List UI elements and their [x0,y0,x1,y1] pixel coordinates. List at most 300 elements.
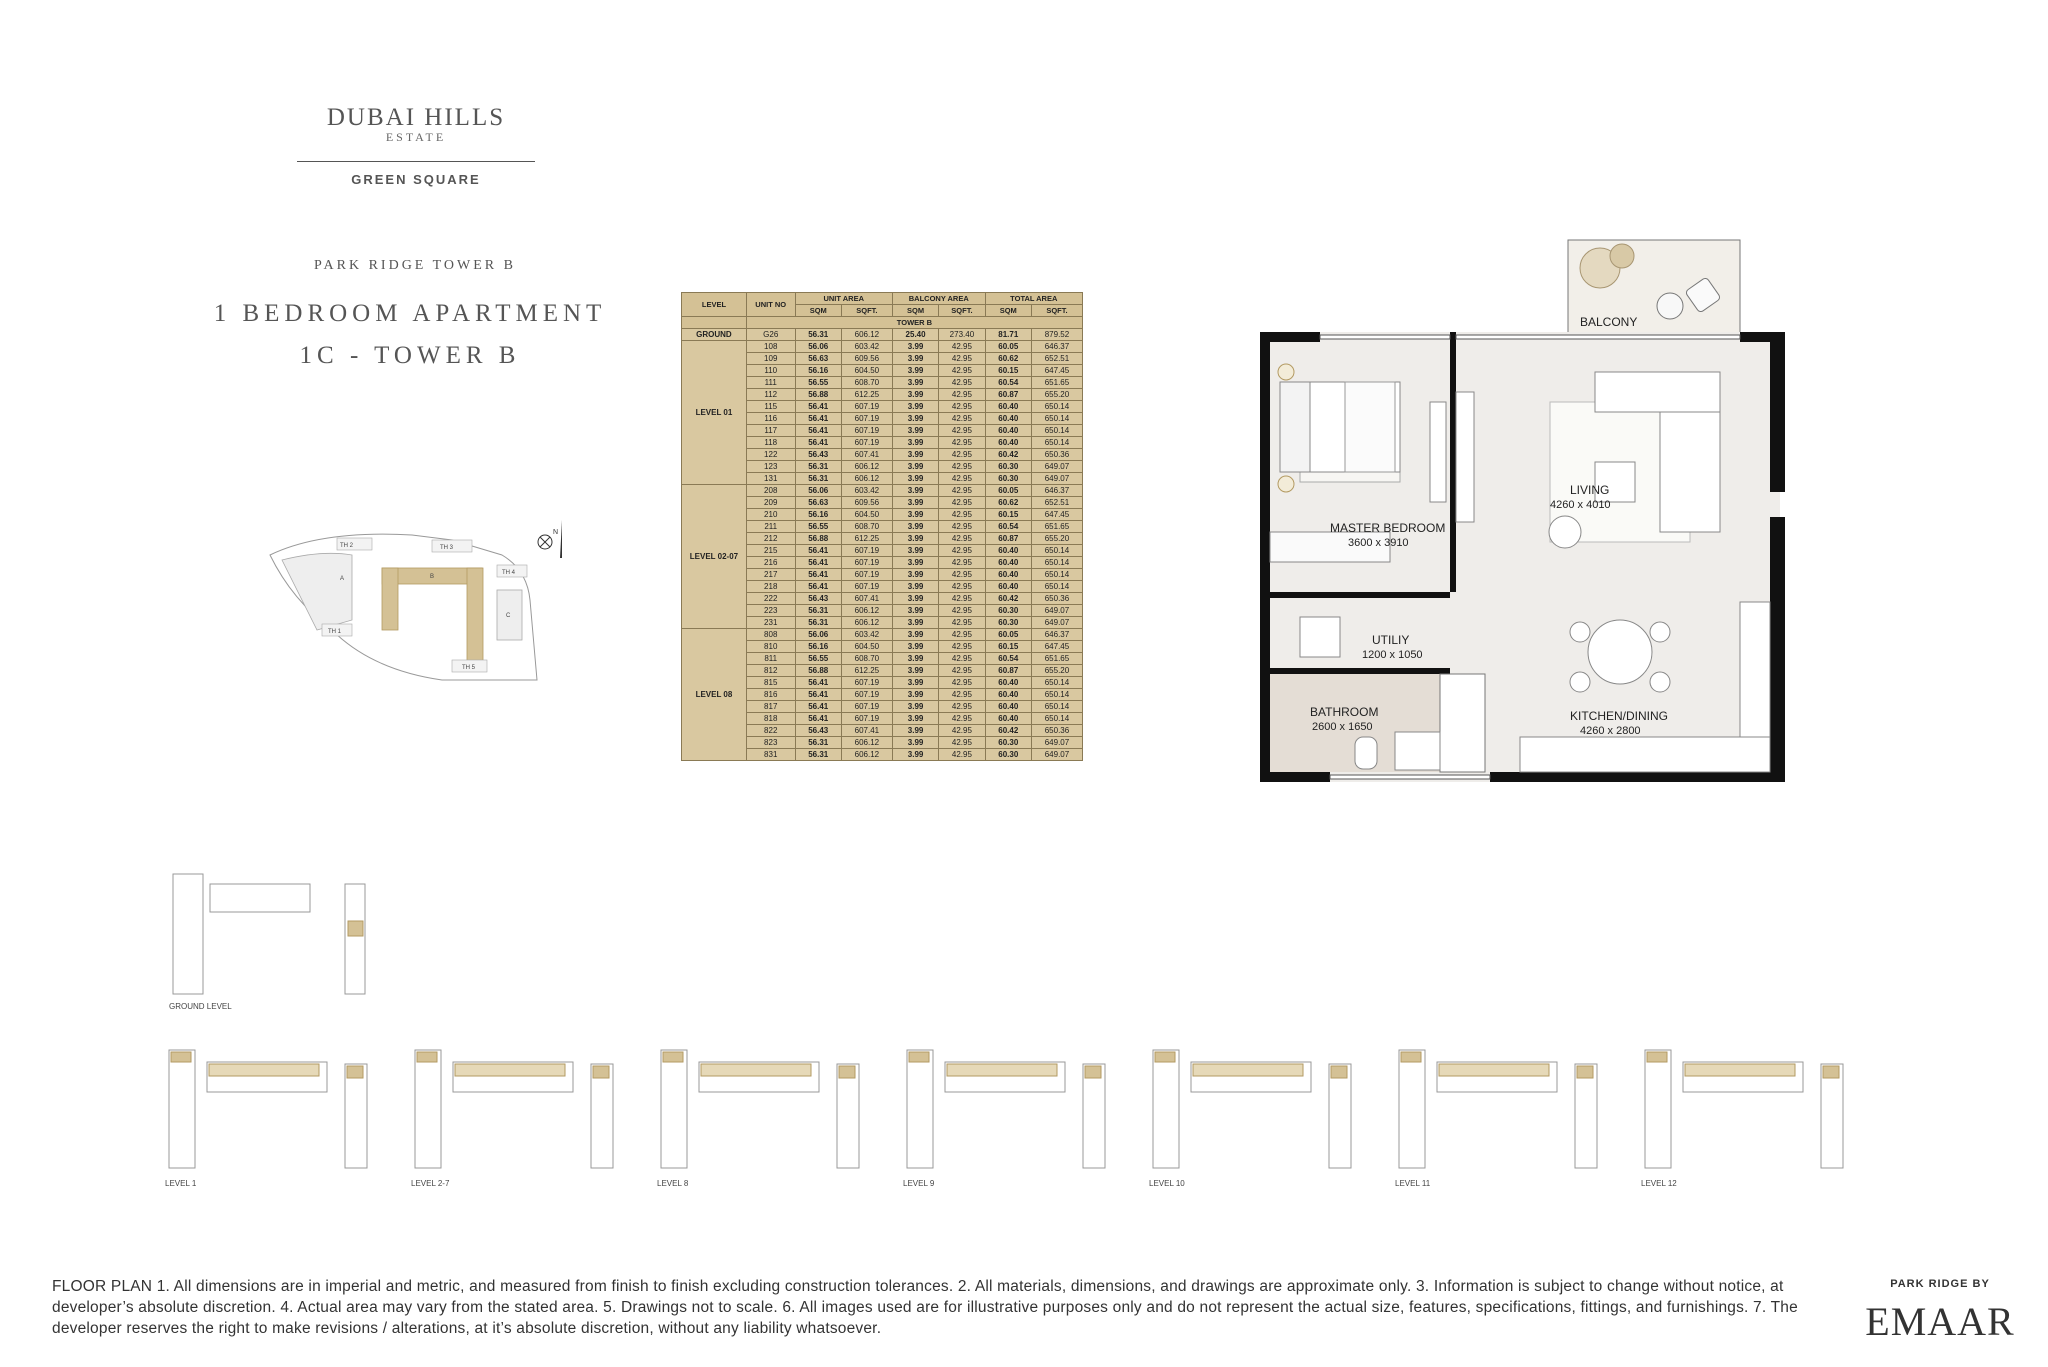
area-cell: 60.62 [985,497,1031,509]
area-cell: 650.36 [1031,449,1082,461]
area-cell: 608.70 [841,521,892,533]
area-cell: 60.05 [985,485,1031,497]
unit-no-cell: 115 [746,401,795,413]
table-row [682,629,1083,641]
area-cell: 607.19 [841,557,892,569]
unit-no-cell: 117 [746,425,795,437]
area-cell: 607.19 [841,413,892,425]
area-cell: 3.99 [892,665,938,677]
table-row [682,341,1083,353]
area-cell: 649.07 [1031,605,1082,617]
area-cell: 56.06 [795,341,841,353]
area-cell: 42.95 [939,353,985,365]
area-cell: 3.99 [892,377,938,389]
utility-walls [1270,592,1450,598]
unit-area-table [681,292,1083,761]
tower-row-blank [682,317,747,329]
unit-no-cell: 211 [746,521,795,533]
tower-name: PARK RIDGE TOWER B [314,258,516,273]
unit-no-cell: 116 [746,413,795,425]
area-cell: 42.95 [939,677,985,689]
level-cell: LEVEL 01 [682,341,747,485]
area-cell: 42.95 [939,533,985,545]
area-cell: 607.19 [841,545,892,557]
area-cell: 607.19 [841,401,892,413]
area-cell: 56.06 [795,485,841,497]
area-cell: 60.40 [985,437,1031,449]
area-cell: 612.25 [841,533,892,545]
area-cell: 56.55 [795,521,841,533]
bathroom-label: BATHROOM [1310,705,1379,719]
disclaimer-text: FLOOR PLAN 1. All dimensions are in imperial and metric, and measured from finish to finish excluding construction tolerances. 2. All materials, dimensions, and drawings are approximate only. 3. Information is subject to change without notice, at developer’s absolute discretion. 4. Actual area may vary from the stated area. 5. Drawings not to scale. 6. All images used are for illustrative purposes only and do not represent the actual size, features, specifications, fittings, and furnishings. 7. The developer reserves the right to make revisions / alterations, at it’s absolute discretion, without any liability whatsoever. [52,1278,1798,1337]
area-cell: 273.40 [939,329,985,341]
area-cell: 3.99 [892,341,938,353]
area-cell: 42.95 [939,725,985,737]
washer [1300,617,1340,657]
area-cell: 60.42 [985,449,1031,461]
area-cell: 42.95 [939,521,985,533]
area-cell: 606.12 [841,617,892,629]
col-sqm: SQM [892,305,938,317]
area-cell: 604.50 [841,509,892,521]
area-cell: 60.30 [985,461,1031,473]
col-level: LEVEL [682,293,747,317]
area-cell: 42.95 [939,569,985,581]
col-total-area: TOTAL AREA [985,293,1082,305]
col-unit-area: UNIT AREA [795,293,892,305]
area-cell: 650.14 [1031,557,1082,569]
bedroom-label: MASTER BEDROOM [1330,521,1446,535]
area-cell: 646.37 [1031,341,1082,353]
tv-unit [1430,402,1446,502]
unit-no-cell: 231 [746,617,795,629]
area-cell: 612.25 [841,389,892,401]
area-cell: 655.20 [1031,665,1082,677]
area-cell: 42.95 [939,473,985,485]
area-cell: 3.99 [892,641,938,653]
area-cell: 3.99 [892,425,938,437]
area-cell: 42.95 [939,425,985,437]
area-cell: 42.95 [939,701,985,713]
area-cell: 81.71 [985,329,1031,341]
area-cell: 607.41 [841,725,892,737]
area-cell: 42.95 [939,629,985,641]
level-label: LEVEL 12 [1641,1179,1677,1188]
unit-no-cell: 123 [746,461,795,473]
area-cell: 650.14 [1031,401,1082,413]
level-label: LEVEL 11 [1395,1179,1431,1188]
area-cell: 56.31 [795,329,841,341]
area-cell: 650.14 [1031,689,1082,701]
area-cell: 56.06 [795,629,841,641]
kitchen-counter [1520,737,1770,772]
area-cell: 56.16 [795,509,841,521]
area-cell: 647.45 [1031,365,1082,377]
north-label: N [553,529,559,536]
area-cell: 879.52 [1031,329,1082,341]
area-cell: 3.99 [892,749,938,761]
area-cell: 42.95 [939,413,985,425]
area-cell: 3.99 [892,677,938,689]
area-cell: 42.95 [939,605,985,617]
area-cell: 60.30 [985,749,1031,761]
area-cell: 60.15 [985,641,1031,653]
area-cell: 3.99 [892,605,938,617]
unit-no-cell: 822 [746,725,795,737]
area-cell: 3.99 [892,593,938,605]
area-cell: 60.42 [985,593,1031,605]
area-cell: 60.40 [985,677,1031,689]
area-cell: 56.41 [795,701,841,713]
area-cell: 3.99 [892,617,938,629]
area-cell: 56.43 [795,593,841,605]
area-cell: 607.19 [841,425,892,437]
area-cell: 650.14 [1031,581,1082,593]
area-cell: 56.31 [795,617,841,629]
area-cell: 606.12 [841,605,892,617]
level-plan [657,1046,877,1191]
area-cell: 60.87 [985,389,1031,401]
utility-dim: 1200 x 1050 [1362,649,1423,661]
key-label: A [340,576,345,582]
area-cell: 56.41 [795,401,841,413]
area-cell: 42.95 [939,461,985,473]
area-cell: 650.14 [1031,545,1082,557]
col-balcony-area: BALCONY AREA [892,293,985,305]
unit-no-cell: 109 [746,353,795,365]
area-cell: 650.14 [1031,425,1082,437]
key-label: B [430,574,435,580]
level-label: LEVEL 8 [657,1179,689,1188]
area-cell: 3.99 [892,485,938,497]
col-sqm: SQM [985,305,1031,317]
unit-no-cell: 812 [746,665,795,677]
utility-label: UTILIY [1372,633,1410,647]
area-cell: 607.19 [841,701,892,713]
area-cell: 42.95 [939,437,985,449]
area-cell: 608.70 [841,653,892,665]
unit-no-cell: 816 [746,689,795,701]
level-cell: GROUND [682,329,747,341]
area-cell: 56.55 [795,377,841,389]
area-cell: 42.95 [939,377,985,389]
balcony-label: BALCONY [1580,315,1638,329]
area-cell: 3.99 [892,437,938,449]
area-cell: 609.56 [841,353,892,365]
living-dim: 4260 x 4010 [1550,499,1611,511]
area-cell: 56.43 [795,725,841,737]
area-cell: 3.99 [892,701,938,713]
level-plan [903,1046,1123,1191]
area-cell: 650.36 [1031,725,1082,737]
area-cell: 56.88 [795,389,841,401]
area-cell: 3.99 [892,473,938,485]
area-cell: 3.99 [892,581,938,593]
col-sqft: SQFT. [939,305,985,317]
area-cell: 607.41 [841,449,892,461]
unit-no-cell: 112 [746,389,795,401]
area-cell: 42.95 [939,653,985,665]
area-cell: 60.15 [985,509,1031,521]
park-ridge-by: PARK RIDGE BY [1890,1278,1990,1290]
area-cell: 56.55 [795,653,841,665]
area-cell: 650.36 [1031,593,1082,605]
area-cell: 42.95 [939,641,985,653]
key-label: TH 1 [328,629,342,635]
area-cell: 607.41 [841,593,892,605]
area-cell: 56.31 [795,473,841,485]
area-cell: 42.95 [939,341,985,353]
area-cell: 60.40 [985,689,1031,701]
area-cell: 603.42 [841,485,892,497]
area-cell: 604.50 [841,365,892,377]
area-cell: 650.14 [1031,437,1082,449]
area-cell: 42.95 [939,665,985,677]
area-cell: 604.50 [841,641,892,653]
divider [297,161,535,162]
unit-no-cell: 131 [746,473,795,485]
floor-plan-drawing [1250,232,1790,792]
area-cell: 60.30 [985,473,1031,485]
area-cell: 3.99 [892,521,938,533]
area-cell: 650.14 [1031,713,1082,725]
area-cell: 3.99 [892,689,938,701]
key-label: C [506,613,511,619]
unit-no-cell: 817 [746,701,795,713]
unit-no-cell: 209 [746,497,795,509]
area-cell: 607.19 [841,581,892,593]
area-cell: 3.99 [892,401,938,413]
area-cell: 56.63 [795,497,841,509]
unit-no-cell: 122 [746,449,795,461]
area-cell: 42.95 [939,497,985,509]
level-plan [1395,1046,1615,1191]
kitchen-counter [1740,602,1770,737]
area-cell: 607.19 [841,689,892,701]
living-label: LIVING [1570,483,1610,497]
level-plan [1641,1046,1861,1191]
area-cell: 603.42 [841,341,892,353]
area-cell: 56.16 [795,641,841,653]
unit-no-cell: 223 [746,605,795,617]
ground-level-plan [165,866,395,1016]
col-sqft: SQFT. [1031,305,1082,317]
area-cell: 60.30 [985,605,1031,617]
key-label: TH 5 [462,665,476,671]
area-cell: 60.40 [985,557,1031,569]
area-cell: 3.99 [892,557,938,569]
area-cell: 60.40 [985,413,1031,425]
table-body [682,329,1083,761]
unit-no-cell: 811 [746,653,795,665]
apartment-type: 1 BEDROOM APARTMENT [213,300,607,327]
area-cell: 56.41 [795,413,841,425]
area-cell: 60.62 [985,353,1031,365]
emaar-logo: EMAAR [1865,1299,2015,1344]
area-cell: 650.14 [1031,701,1082,713]
brand-title: DUBAI HILLS [326,104,506,131]
kitchen-label: KITCHEN/DINING [1570,709,1669,723]
area-cell: 606.12 [841,473,892,485]
landmark-tower-icon [560,520,562,558]
area-cell: 60.40 [985,581,1031,593]
unit-no-cell: 818 [746,713,795,725]
area-cell: 3.99 [892,365,938,377]
area-cell: 612.25 [841,665,892,677]
area-cell: 42.95 [939,401,985,413]
unit-no-cell: 210 [746,509,795,521]
area-cell: 42.95 [939,581,985,593]
area-cell: 646.37 [1031,485,1082,497]
unit-no-cell: 831 [746,749,795,761]
unit-no-cell: 222 [746,593,795,605]
unit-no-cell: 110 [746,365,795,377]
area-cell: 56.41 [795,689,841,701]
area-cell: 608.70 [841,377,892,389]
area-cell: 42.95 [939,737,985,749]
bedroom-dim: 3600 x 3910 [1348,537,1409,549]
level-cell: LEVEL 02-07 [682,485,747,629]
area-cell: 649.07 [1031,461,1082,473]
unit-no-cell: 218 [746,581,795,593]
level-plans-row [165,1046,1865,1191]
unit-no-cell: 118 [746,437,795,449]
area-cell: 56.43 [795,449,841,461]
area-cell: 647.45 [1031,641,1082,653]
area-cell: 60.54 [985,377,1031,389]
area-cell: 60.87 [985,665,1031,677]
area-cell: 56.16 [795,365,841,377]
kitchen-dim: 4260 x 2800 [1580,725,1641,737]
shower [1440,674,1485,772]
area-cell: 655.20 [1031,389,1082,401]
area-cell: 56.41 [795,425,841,437]
area-cell: 60.40 [985,569,1031,581]
area-cell: 606.12 [841,737,892,749]
area-cell: 651.65 [1031,521,1082,533]
area-cell: 42.95 [939,617,985,629]
area-cell: 606.12 [841,461,892,473]
unit-no-cell: 212 [746,533,795,545]
tower-row: TOWER B [746,317,1082,329]
area-cell: 607.19 [841,569,892,581]
area-cell: 655.20 [1031,533,1082,545]
area-cell: 606.12 [841,749,892,761]
unit-no-cell: 808 [746,629,795,641]
area-cell: 3.99 [892,725,938,737]
community-name: GREEN SQUARE [351,172,481,187]
area-cell: 60.40 [985,425,1031,437]
area-cell: 42.95 [939,749,985,761]
area-cell: 60.54 [985,653,1031,665]
area-cell: 607.19 [841,713,892,725]
unit-no-cell: 208 [746,485,795,497]
area-cell: 606.12 [841,329,892,341]
area-cell: 3.99 [892,629,938,641]
level-label: LEVEL 10 [1149,1179,1185,1188]
area-cell: 3.99 [892,497,938,509]
brand-block [296,104,536,187]
area-cell: 60.30 [985,617,1031,629]
unit-no-cell: 108 [746,341,795,353]
level-plan [411,1046,631,1191]
level-cell: LEVEL 08 [682,629,747,761]
area-cell: 60.87 [985,533,1031,545]
area-cell: 56.41 [795,557,841,569]
col-sqm: SQM [795,305,841,317]
area-cell: 60.40 [985,701,1031,713]
col-unit-no: UNIT NO [746,293,795,317]
area-cell: 60.05 [985,341,1031,353]
area-cell: 3.99 [892,737,938,749]
area-cell: 3.99 [892,449,938,461]
unit-no-cell: 215 [746,545,795,557]
area-cell: 603.42 [841,629,892,641]
area-cell: 3.99 [892,545,938,557]
area-cell: 60.40 [985,401,1031,413]
area-cell: 3.99 [892,413,938,425]
area-cell: 56.88 [795,533,841,545]
tv-unit [1456,392,1474,522]
bathroom-wall [1270,668,1450,674]
area-cell: 609.56 [841,497,892,509]
area-cell: 650.14 [1031,677,1082,689]
area-cell: 56.88 [795,665,841,677]
area-cell: 3.99 [892,653,938,665]
area-cell: 649.07 [1031,737,1082,749]
unit-no-cell: 810 [746,641,795,653]
unit-no-cell: G26 [746,329,795,341]
area-cell: 56.41 [795,713,841,725]
area-cell: 3.99 [892,713,938,725]
table-row [682,485,1083,497]
unit-no-cell: 815 [746,677,795,689]
area-cell: 25.40 [892,329,938,341]
area-cell: 3.99 [892,533,938,545]
area-cell: 60.05 [985,629,1031,641]
level-plan [1149,1046,1369,1191]
table-row [682,329,1083,341]
area-cell: 42.95 [939,593,985,605]
area-cell: 607.19 [841,437,892,449]
area-cell: 60.15 [985,365,1031,377]
area-cell: 42.95 [939,485,985,497]
area-cell: 60.54 [985,521,1031,533]
north-arrow-icon [538,529,558,549]
area-cell: 649.07 [1031,473,1082,485]
brand-subtitle: ESTATE [385,130,447,144]
col-sqft: SQFT. [841,305,892,317]
area-cell: 60.40 [985,713,1031,725]
area-cell: 650.14 [1031,569,1082,581]
area-cell: 56.63 [795,353,841,365]
bathroom-dim: 2600 x 1650 [1312,721,1373,733]
area-cell: 60.30 [985,737,1031,749]
area-cell: 3.99 [892,509,938,521]
area-cell: 649.07 [1031,617,1082,629]
area-cell: 42.95 [939,509,985,521]
area-cell: 42.95 [939,713,985,725]
vanity [1395,732,1440,770]
area-cell: 3.99 [892,461,938,473]
area-cell: 652.51 [1031,353,1082,365]
key-label: TH 4 [502,570,516,576]
unit-no-cell: 216 [746,557,795,569]
area-cell: 647.45 [1031,509,1082,521]
level-plan [165,1046,385,1191]
area-cell: 42.95 [939,557,985,569]
unit-no-cell: 111 [746,377,795,389]
